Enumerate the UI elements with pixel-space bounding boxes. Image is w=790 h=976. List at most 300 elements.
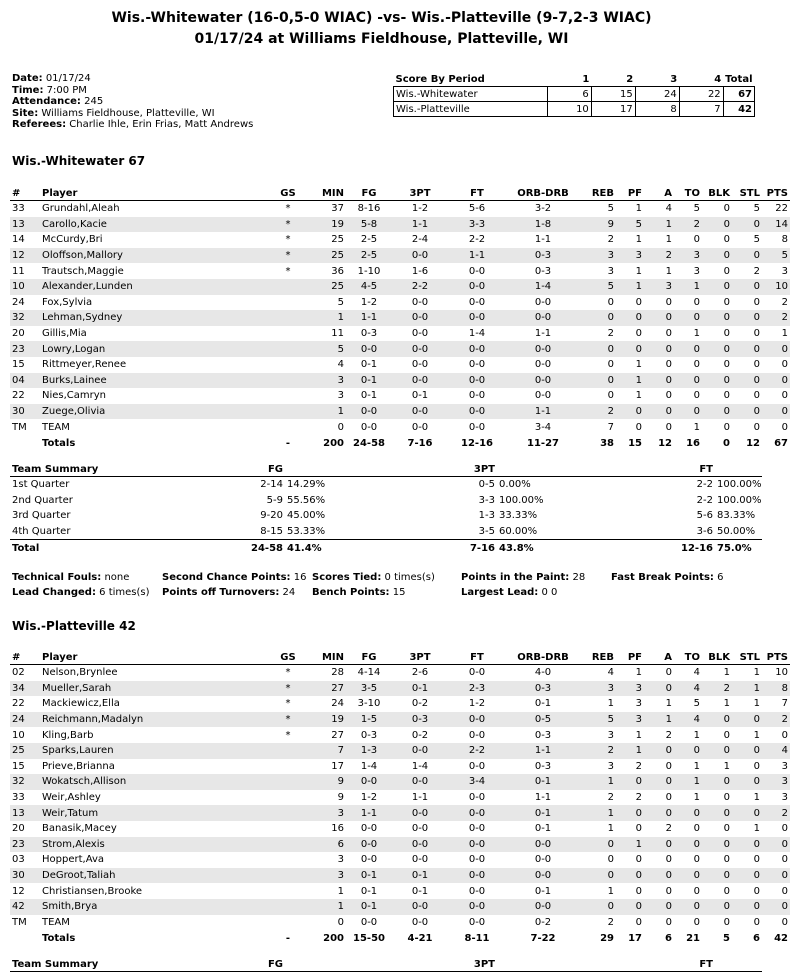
game-title: Wis.-Whitewater (16-0,5-0 WIAC) -vs- Wis.-Platteville (9-7,2-3 WIAC) bbox=[111, 10, 652, 26]
steals: 0 bbox=[732, 712, 762, 728]
assists: 0 bbox=[665, 359, 672, 371]
turnovers: 0 bbox=[674, 868, 702, 884]
home-team-summary bbox=[10, 463, 762, 556]
points: 3 bbox=[762, 774, 790, 790]
summary-ft-value: 5-6 bbox=[696, 510, 713, 522]
free-throws: 0-0 bbox=[468, 823, 486, 835]
player-number: 15 bbox=[12, 760, 25, 772]
player-row bbox=[10, 279, 790, 295]
points: 10 bbox=[775, 667, 788, 679]
steals: 5 bbox=[753, 203, 760, 215]
games-started: * bbox=[285, 234, 291, 246]
total-minutes: 200 bbox=[306, 435, 346, 452]
turnovers: 0 bbox=[674, 404, 702, 420]
personal-fouls: 1 bbox=[635, 390, 642, 402]
site-value: Williams Fieldhouse, Platteville, WI bbox=[41, 107, 215, 119]
period-row bbox=[394, 102, 755, 117]
column-header-assists: A bbox=[644, 186, 674, 201]
column-header-player-name: Player bbox=[40, 650, 270, 665]
points: 0 bbox=[762, 404, 790, 420]
personal-fouls: 2 bbox=[635, 760, 642, 772]
summary-fg_pct: 45.00% bbox=[287, 510, 326, 522]
three-pointers: 0-0 bbox=[392, 248, 448, 264]
blocks: 0 bbox=[702, 899, 732, 915]
blocks: 0 bbox=[702, 341, 732, 357]
games-started: * bbox=[285, 698, 291, 710]
rebounds: 0 bbox=[580, 341, 616, 357]
summary-tp_pct: 33.33% bbox=[499, 510, 538, 522]
player-name: Lowry,Logan bbox=[40, 341, 270, 357]
total-blocks: 0 bbox=[702, 435, 732, 452]
player-number: 13 bbox=[10, 805, 40, 821]
column-header-steals: STL bbox=[732, 186, 762, 201]
personal-fouls: 3 bbox=[616, 712, 644, 728]
blocks: 0 bbox=[723, 885, 730, 897]
field-goals: 0-1 bbox=[346, 373, 392, 389]
summary-period: 3rd Quarter bbox=[12, 510, 71, 522]
player-name: Gillis,Mia bbox=[42, 328, 87, 340]
rebounds: 2 bbox=[607, 792, 614, 804]
away-team-summary bbox=[10, 958, 762, 972]
assists: 2 bbox=[644, 248, 674, 264]
player-row bbox=[10, 774, 790, 790]
steals: 0 bbox=[732, 217, 762, 233]
personal-fouls: 0 bbox=[616, 404, 644, 420]
player-name: Alexander,Lunden bbox=[40, 279, 270, 295]
player-name: Zuege,Olivia bbox=[40, 404, 270, 420]
turnovers: 1 bbox=[674, 774, 702, 790]
player-number: 33 bbox=[12, 792, 25, 804]
player-name: Burks,Lainee bbox=[40, 373, 270, 389]
rebounds-off-def: 0-0 bbox=[506, 373, 580, 389]
column-header-points: PTS bbox=[762, 186, 790, 201]
rebounds-off-def: 0-3 bbox=[534, 729, 552, 741]
field-goals: 0-1 bbox=[346, 899, 392, 915]
three-pointers: 0-0 bbox=[411, 854, 429, 866]
three-pointers: 0-0 bbox=[392, 404, 448, 420]
blocks: 1 bbox=[723, 760, 730, 772]
period-header: 1 bbox=[582, 73, 590, 85]
three-pointers: 1-1 bbox=[392, 217, 448, 233]
field-goals: 8-16 bbox=[357, 203, 381, 215]
rebounds-off-def: 1-4 bbox=[506, 279, 580, 295]
period-team: Wis.-Platteville bbox=[394, 102, 548, 117]
games-started bbox=[270, 341, 306, 357]
minutes: 9 bbox=[306, 774, 346, 790]
time-value: 7:00 PM bbox=[46, 84, 87, 96]
player-number: 03 bbox=[12, 854, 25, 866]
rebounds-off-def: 0-0 bbox=[534, 390, 552, 402]
summary-ft bbox=[567, 508, 715, 524]
minutes: 5 bbox=[337, 296, 344, 308]
column-header-rebounds: REB bbox=[580, 650, 616, 665]
player-number: 10 bbox=[12, 729, 25, 741]
minutes: 3 bbox=[337, 854, 344, 866]
free-throws: 0-0 bbox=[448, 310, 506, 326]
field-goals: 0-0 bbox=[360, 854, 378, 866]
turnovers: 0 bbox=[693, 390, 700, 402]
rebounds: 1 bbox=[607, 698, 614, 710]
points: 10 bbox=[762, 279, 790, 295]
free-throws: 0-0 bbox=[468, 729, 486, 741]
summary-fg-header: FG bbox=[180, 463, 285, 477]
three-pointers: 0-0 bbox=[392, 373, 448, 389]
minutes: 19 bbox=[306, 712, 346, 728]
rebounds-off-def: 0-0 bbox=[534, 854, 552, 866]
summary-ft_pct: 50.00% bbox=[717, 526, 756, 538]
free-throws: 0-0 bbox=[448, 805, 506, 821]
three-pointers: 0-2 bbox=[411, 698, 429, 710]
rebounds-off-def: 0-0 bbox=[506, 868, 580, 884]
field-goals: 1-5 bbox=[346, 712, 392, 728]
field-goals: 0-1 bbox=[346, 868, 392, 884]
three-pointers: 0-0 bbox=[392, 341, 448, 357]
blocks: 0 bbox=[723, 823, 730, 835]
three-pointers: 0-0 bbox=[392, 837, 448, 853]
total-field-goals: 24-58 bbox=[346, 435, 392, 452]
player-number: 15 bbox=[12, 359, 25, 371]
summary-tp bbox=[457, 508, 497, 524]
assists: 1 bbox=[665, 698, 672, 710]
steals: 0 bbox=[753, 328, 760, 340]
period-score: 22 bbox=[679, 87, 723, 102]
period-total: 67 bbox=[723, 87, 754, 102]
steals: 0 bbox=[732, 373, 762, 389]
games-started bbox=[270, 790, 306, 806]
points: 0 bbox=[781, 390, 788, 402]
field-goals: 0-0 bbox=[346, 774, 392, 790]
rebounds: 1 bbox=[607, 885, 614, 897]
bench-points-value: 15 bbox=[392, 587, 406, 598]
blocks: 0 bbox=[723, 265, 730, 277]
personal-fouls: 1 bbox=[635, 359, 642, 371]
totals-row bbox=[10, 930, 790, 947]
minutes: 4 bbox=[337, 359, 344, 371]
personal-fouls: 0 bbox=[616, 310, 644, 326]
blocks: 0 bbox=[702, 279, 732, 295]
rebounds: 2 bbox=[607, 328, 614, 340]
rebounds: 2 bbox=[580, 743, 616, 759]
minutes: 0 bbox=[337, 916, 344, 928]
period-header: 4 bbox=[714, 73, 722, 85]
rebounds: 1 bbox=[580, 774, 616, 790]
rebounds: 0 bbox=[607, 854, 614, 866]
points: 2 bbox=[762, 805, 790, 821]
games-started bbox=[270, 388, 306, 404]
steals: 0 bbox=[753, 296, 760, 308]
player-name: Strom,Alexis bbox=[40, 837, 270, 853]
player-number: 14 bbox=[12, 234, 25, 246]
games-started bbox=[270, 404, 306, 420]
total-field-goals: 15-50 bbox=[346, 930, 392, 947]
total-personal-fouls: 17 bbox=[616, 930, 644, 947]
player-name: Smith,Brya bbox=[40, 899, 270, 915]
rebounds-off-def: 0-0 bbox=[506, 310, 580, 326]
steals: 0 bbox=[732, 868, 762, 884]
blocks: 0 bbox=[702, 248, 732, 264]
three-pointers: 0-1 bbox=[392, 681, 448, 697]
total-player-name: Totals bbox=[40, 930, 270, 947]
home-box-score bbox=[10, 186, 790, 452]
rebounds: 2 bbox=[607, 916, 614, 928]
steals: 0 bbox=[753, 359, 760, 371]
assists: 0 bbox=[665, 854, 672, 866]
minutes: 3 bbox=[306, 373, 346, 389]
games-started bbox=[270, 295, 306, 311]
personal-fouls: 1 bbox=[616, 279, 644, 295]
second-chance-label: Second Chance Points: bbox=[162, 572, 291, 583]
free-throws: 0-0 bbox=[468, 916, 486, 928]
field-goals: 4-14 bbox=[357, 667, 381, 679]
rebounds: 0 bbox=[580, 837, 616, 853]
free-throws: 2-2 bbox=[468, 234, 486, 246]
steals: 1 bbox=[753, 823, 760, 835]
total-points: 67 bbox=[762, 435, 790, 452]
games-started bbox=[270, 419, 306, 435]
player-name: Wokatsch,Allison bbox=[40, 774, 270, 790]
field-goals: 0-3 bbox=[360, 328, 378, 340]
period-score: 17 bbox=[591, 102, 635, 117]
games-started bbox=[270, 915, 306, 931]
column-header-free-throws: FT bbox=[448, 650, 506, 665]
assists: 0 bbox=[665, 885, 672, 897]
field-goals: 1-4 bbox=[360, 760, 378, 772]
personal-fouls: 0 bbox=[616, 899, 644, 915]
three-pointers: 1-2 bbox=[411, 203, 429, 215]
player-row bbox=[10, 263, 790, 279]
personal-fouls: 5 bbox=[616, 217, 644, 233]
blocks: 0 bbox=[723, 234, 730, 246]
summary-tp bbox=[457, 540, 497, 556]
blocks: 0 bbox=[723, 296, 730, 308]
summary-total-row bbox=[10, 540, 762, 556]
site-label: Site: bbox=[12, 107, 39, 119]
free-throws: 3-3 bbox=[448, 217, 506, 233]
personal-fouls: 1 bbox=[635, 667, 642, 679]
turnovers: 4 bbox=[674, 681, 702, 697]
player-number: TM bbox=[12, 421, 27, 433]
points: 2 bbox=[781, 296, 788, 308]
three-pointers: 1-4 bbox=[411, 760, 429, 772]
points: 14 bbox=[762, 217, 790, 233]
lead-changed-label: Lead Changed: bbox=[12, 587, 96, 598]
assists: 0 bbox=[665, 792, 672, 804]
three-pointers: 1-6 bbox=[411, 265, 429, 277]
field-goals: 0-0 bbox=[346, 341, 392, 357]
assists: 2 bbox=[665, 823, 672, 835]
column-header-games-started: GS bbox=[270, 650, 306, 665]
games-started bbox=[270, 279, 306, 295]
column-header-rebounds: REB bbox=[580, 186, 616, 201]
rebounds-off-def: 0-0 bbox=[534, 296, 552, 308]
points: 0 bbox=[762, 373, 790, 389]
player-number: 04 bbox=[10, 373, 40, 389]
rebounds-off-def: 1-1 bbox=[534, 328, 552, 340]
total-games-started: - bbox=[270, 435, 306, 452]
rebounds-off-def: 0-2 bbox=[534, 916, 552, 928]
minutes: 5 bbox=[306, 341, 346, 357]
turnovers: 1 bbox=[693, 421, 700, 433]
steals: 0 bbox=[732, 774, 762, 790]
steals: 1 bbox=[732, 681, 762, 697]
rebounds-off-def: 1-1 bbox=[506, 404, 580, 420]
blocks: 0 bbox=[723, 729, 730, 741]
turnovers: 0 bbox=[693, 854, 700, 866]
points: 22 bbox=[775, 203, 788, 215]
minutes: 27 bbox=[306, 681, 346, 697]
total-three-pointers: 7-16 bbox=[392, 435, 448, 452]
minutes: 1 bbox=[306, 404, 346, 420]
free-throws: 1-4 bbox=[468, 328, 486, 340]
personal-fouls: 0 bbox=[635, 328, 642, 340]
summary-tp-value: 0-5 bbox=[478, 479, 495, 491]
player-name: Nelson,Brynlee bbox=[42, 667, 118, 679]
player-number: 20 bbox=[12, 823, 25, 835]
assists: 0 bbox=[644, 743, 674, 759]
games-started bbox=[270, 883, 306, 899]
games-started: * bbox=[270, 712, 306, 728]
player-row bbox=[10, 759, 790, 775]
player-number: 22 bbox=[12, 698, 25, 710]
summary-ft-value: 3-6 bbox=[696, 526, 713, 538]
steals: 5 bbox=[753, 234, 760, 246]
player-number: 32 bbox=[10, 310, 40, 326]
steals: 0 bbox=[753, 916, 760, 928]
summary-fg-value: 24-58 bbox=[251, 542, 283, 554]
games-started bbox=[270, 852, 306, 868]
steals: 1 bbox=[753, 729, 760, 741]
blocks: 0 bbox=[723, 390, 730, 402]
rebounds: 0 bbox=[580, 868, 616, 884]
column-header-minutes: MIN bbox=[306, 186, 346, 201]
total-free-throws: 12-16 bbox=[448, 435, 506, 452]
summary-tp bbox=[457, 477, 497, 493]
column-header-personal-fouls: PF bbox=[616, 650, 644, 665]
field-goals: 0-1 bbox=[360, 359, 378, 371]
summary-tp-value: 7-16 bbox=[469, 542, 495, 554]
rebounds: 3 bbox=[607, 760, 614, 772]
points: 4 bbox=[762, 743, 790, 759]
column-header-steals: STL bbox=[732, 650, 762, 665]
free-throws: 0-0 bbox=[448, 899, 506, 915]
turnovers: 1 bbox=[674, 279, 702, 295]
points: 0 bbox=[781, 421, 788, 433]
field-goals: 0-1 bbox=[360, 390, 378, 402]
three-pointers: 0-1 bbox=[411, 885, 429, 897]
points: 2 bbox=[762, 712, 790, 728]
summary-3pt-header: 3PT bbox=[457, 958, 497, 972]
games-started: * bbox=[285, 729, 291, 741]
game-info bbox=[12, 73, 253, 131]
rebounds: 3 bbox=[607, 265, 614, 277]
personal-fouls: 3 bbox=[616, 248, 644, 264]
free-throws: 0-0 bbox=[468, 760, 486, 772]
player-row bbox=[10, 295, 790, 311]
summary-ft-value: 2-2 bbox=[696, 479, 713, 491]
player-number: 23 bbox=[10, 341, 40, 357]
player-name: Kling,Barb bbox=[42, 729, 94, 741]
total-blocks: 5 bbox=[702, 930, 732, 947]
column-header-blocks: BLK bbox=[702, 650, 732, 665]
player-name: Hoppert,Ava bbox=[42, 854, 104, 866]
column-header-turnovers: TO bbox=[674, 186, 702, 201]
summary-period: 2nd Quarter bbox=[12, 494, 73, 506]
player-number: 30 bbox=[10, 404, 40, 420]
turnovers: 0 bbox=[674, 341, 702, 357]
column-header-blocks: BLK bbox=[702, 186, 732, 201]
rebounds-off-def: 0-1 bbox=[534, 698, 552, 710]
free-throws: 0-0 bbox=[468, 390, 486, 402]
rebounds-off-def: 1-1 bbox=[534, 234, 552, 246]
three-pointers: 0-0 bbox=[392, 805, 448, 821]
games-started bbox=[270, 373, 306, 389]
field-goals: 3-10 bbox=[357, 698, 381, 710]
technical-fouls-label: Technical Fouls: bbox=[12, 572, 102, 583]
turnovers: 0 bbox=[693, 359, 700, 371]
steals: 0 bbox=[732, 743, 762, 759]
turnovers: 1 bbox=[693, 328, 700, 340]
summary-tp_pct: 100.00% bbox=[499, 494, 544, 506]
time-label: Time: bbox=[12, 84, 44, 96]
summary-ft bbox=[567, 540, 715, 556]
three-pointers: 0-0 bbox=[392, 743, 448, 759]
total-steals: 6 bbox=[732, 930, 762, 947]
rebounds: 9 bbox=[580, 217, 616, 233]
player-name: Lehman,Sydney bbox=[40, 310, 270, 326]
column-header-rebounds-off-def: ORB-DRB bbox=[506, 650, 580, 665]
three-pointers: 0-0 bbox=[392, 899, 448, 915]
steals: 0 bbox=[732, 341, 762, 357]
player-row bbox=[10, 404, 790, 420]
games-started: * bbox=[285, 203, 291, 215]
field-goals: 1-1 bbox=[346, 310, 392, 326]
free-throws: 5-6 bbox=[468, 203, 486, 215]
player-number: 30 bbox=[10, 868, 40, 884]
total-minutes: 200 bbox=[306, 930, 346, 947]
points: 0 bbox=[762, 341, 790, 357]
period-row bbox=[394, 87, 755, 102]
field-goals: 5-8 bbox=[346, 217, 392, 233]
rebounds: 0 bbox=[607, 390, 614, 402]
steals: 0 bbox=[732, 279, 762, 295]
free-throws: 0-0 bbox=[448, 341, 506, 357]
minutes: 27 bbox=[331, 729, 344, 741]
games-started bbox=[270, 821, 306, 837]
personal-fouls: 0 bbox=[616, 868, 644, 884]
totals-row bbox=[10, 435, 790, 452]
minutes: 16 bbox=[331, 823, 344, 835]
rebounds: 0 bbox=[580, 310, 616, 326]
total-assists: 6 bbox=[644, 930, 674, 947]
assists: 3 bbox=[644, 279, 674, 295]
free-throws: 1-1 bbox=[448, 248, 506, 264]
three-pointers: 2-2 bbox=[392, 279, 448, 295]
assists: 0 bbox=[644, 805, 674, 821]
player-number: 13 bbox=[10, 217, 40, 233]
turnovers: 3 bbox=[674, 248, 702, 264]
summary-fg-value: 8-15 bbox=[260, 526, 283, 538]
field-goals: 0-0 bbox=[360, 916, 378, 928]
referees-value: Charlie Ihle, Erin Frias, Matt Andrews bbox=[69, 119, 254, 130]
assists: 0 bbox=[644, 868, 674, 884]
personal-fouls: 1 bbox=[635, 203, 642, 215]
score-by-period-table bbox=[393, 72, 755, 117]
assists: 1 bbox=[665, 234, 672, 246]
largest-lead-value: 0 0 bbox=[541, 587, 558, 598]
assists: 4 bbox=[665, 203, 672, 215]
scores-tied-label: Scores Tied: bbox=[312, 572, 382, 583]
steals: 0 bbox=[732, 805, 762, 821]
